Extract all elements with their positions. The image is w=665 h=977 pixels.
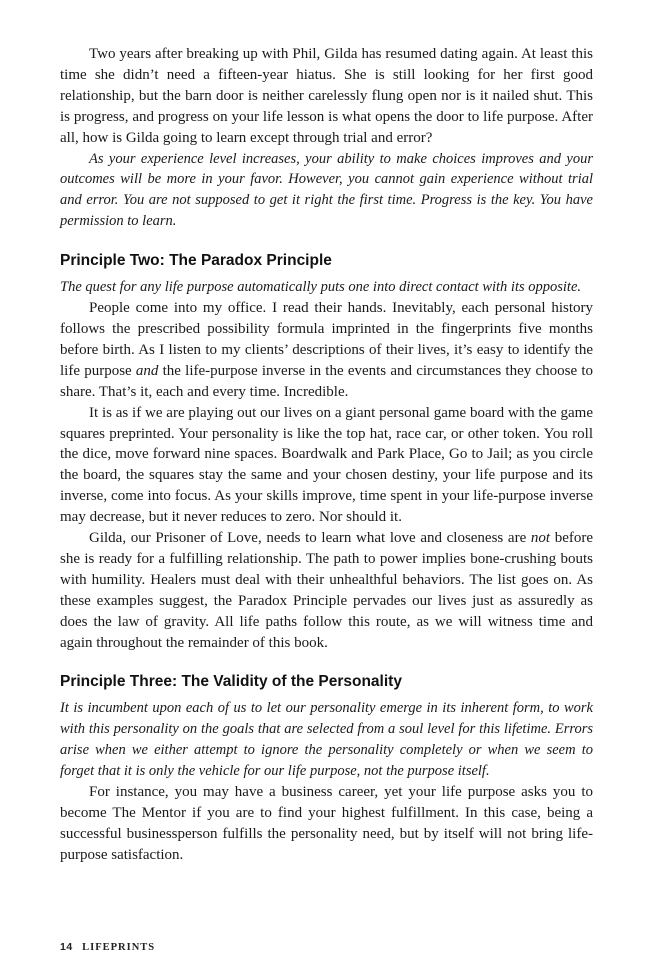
page-number: 14 xyxy=(60,941,73,953)
principle-statement: The quest for any life purpose automatically puts one into direct contact with its opposite. xyxy=(60,279,582,296)
italic-paragraph: As your experience level increases, your ability to make choices improves and your outcomes will be more in your favor. However, you cannot gain experience without trial and error. You are not supposed to get it right the first time. Progress is the key. You have permission to learn. xyxy=(60,150,593,230)
section-heading: Principle Two: The Paradox Principle xyxy=(60,252,332,270)
page-body xyxy=(60,44,593,866)
emphasis: not xyxy=(530,530,551,547)
body-paragraph: For instance, you may have a business career, yet your life purpose asks you to become The Mentor if you are to find your highest fulfillment. In this case, being a successful businessperson fulfills the personality need, but by itself will not bring life-purpose satisfaction. xyxy=(60,784,593,863)
principle-statement: It is incumbent upon each of us to let our personality emerge in its inherent form, to work with this personality on the goals that are selected from a soul level for this lifetime. Errors arise when we either attempt to ignore the personality completely or when we seem to forget that it is only the vehicle for our life purpose, not the purpose itself. xyxy=(60,700,593,780)
emphasis: and xyxy=(135,362,159,379)
body-paragraph: It is as if we are playing out our lives on a giant personal game board with the game squares preprinted. Your personality is like the top hat, race car, or other token. You roll the dice, move forward nine spaces. Boardwalk and Park Place, Go to Jail; as you circle the board, the squares stay the same and your chosen destiny, your life purpose and its inverse, come into focus. As your skills improve, time spent in your life-purpose inverse may decrease, but it never reduces to zero. Nor should it. xyxy=(60,404,593,526)
text-run: the life-purpose inverse in the events and circumstances they choose to share. That’s it, each and every time. Incredible. xyxy=(60,362,593,400)
page-footer xyxy=(60,941,155,953)
body-paragraph xyxy=(60,298,593,403)
text-run: before she is ready for a fulfilling relationship. The path to power implies bone-crushing bouts with humility. Healers must deal with their unhealthful behaviors. The list goes on. As these examples suggest, the Paradox Principle pervades our lives just as assuredly as does the law of gravity. All life paths follow this route, as we will witness time and again throughout the remainder of this book. xyxy=(60,530,593,651)
text-run: Gilda, our Prisoner of Love, needs to learn what love and closeness are xyxy=(89,530,531,547)
body-paragraph xyxy=(60,528,593,653)
body-paragraph: Two years after breaking up with Phil, Gilda has resumed dating again. At least this time she didn’t need a fifteen-year hiatus. She is still looking for her first good relationship, but the barn door is neither carelessly flung open nor is it nailed shut. This is progress, and progress on your life lesson is what opens the door to life purpose. After all, how is Gilda going to learn except through trial and error? xyxy=(60,46,593,146)
section-heading: Principle Three: The Validity of the Personality xyxy=(60,673,402,691)
text-run: People come into my office. I read their hands. Inevitably, each personal history follows the prescribed possibility formula imprinted in the fingerprints five months before birth. As I listen to my clients’ descriptions of their lives, it’s easy to identify the life purpose xyxy=(60,300,593,379)
running-title: LIFEPRINTS xyxy=(82,942,156,953)
